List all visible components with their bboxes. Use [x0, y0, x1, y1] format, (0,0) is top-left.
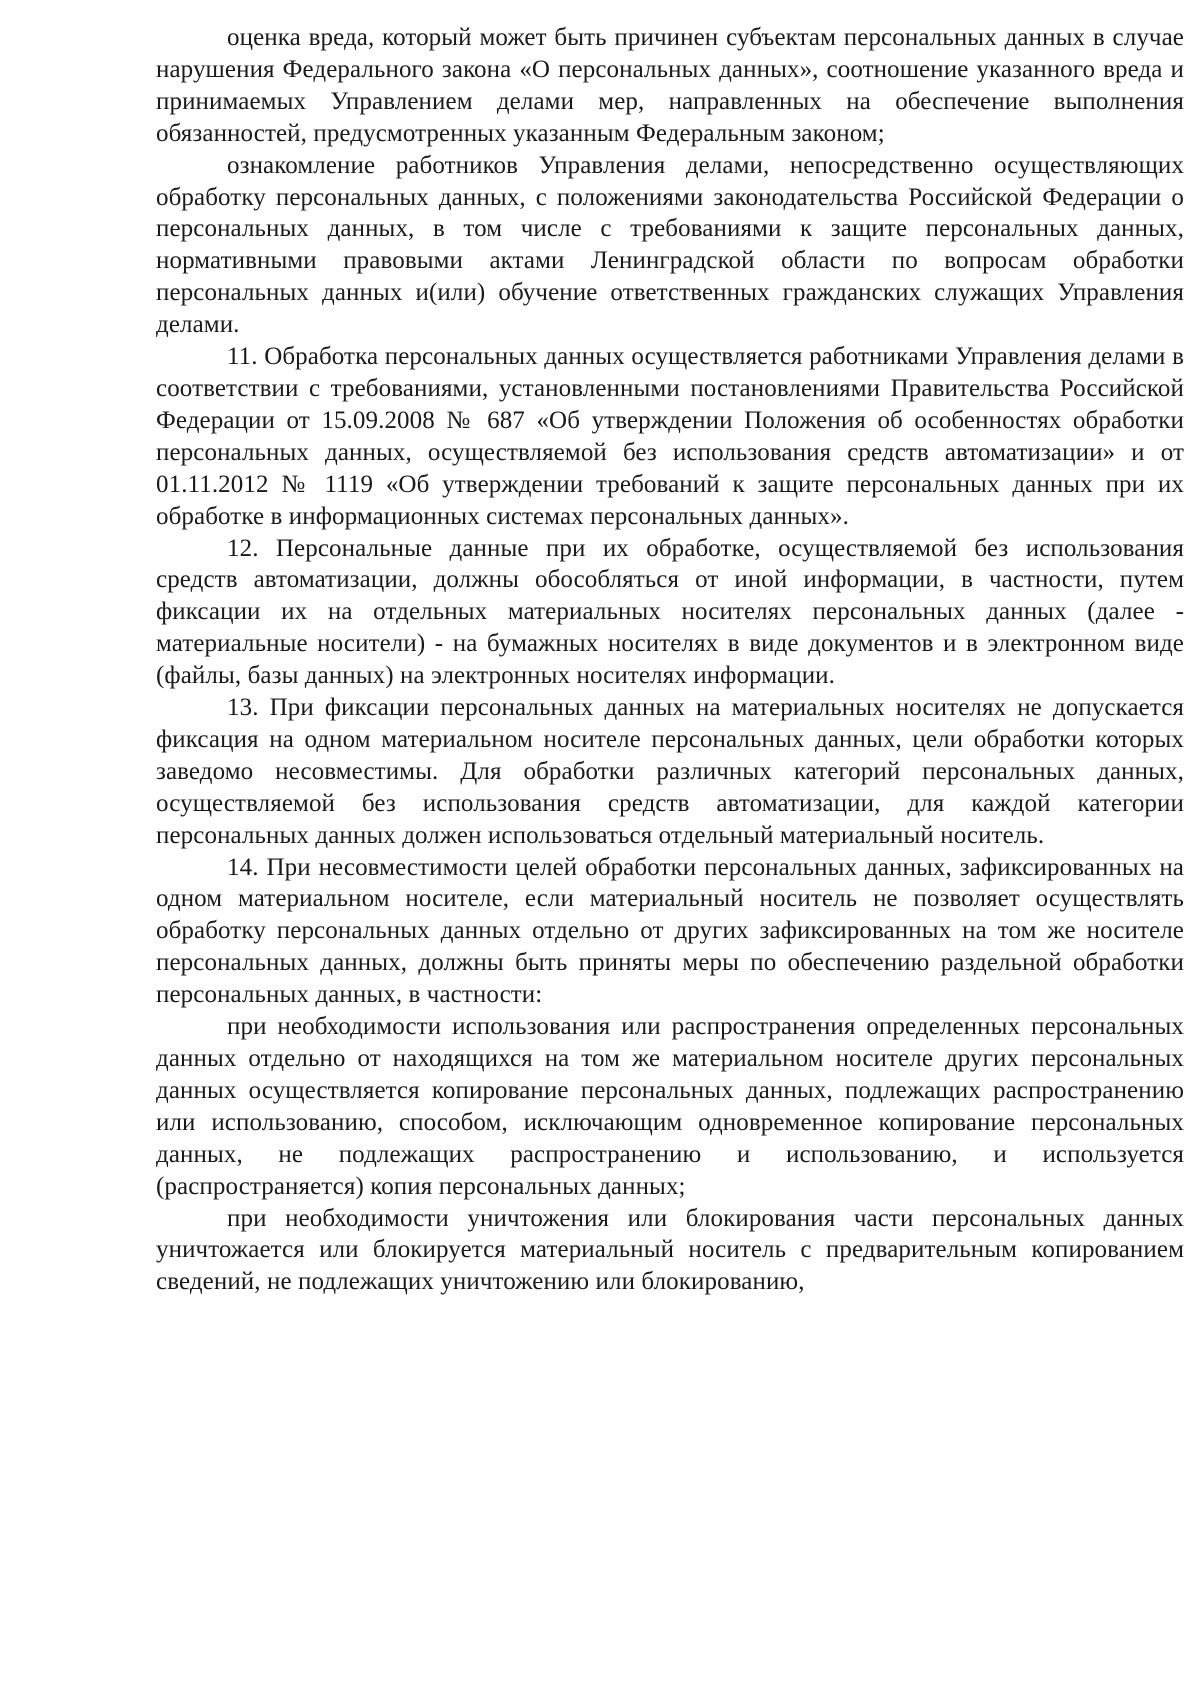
paragraph-harm-assessment: оценка вреда, который может быть причинен субъектам персональных данных в случае нарушения Федерального закона «О персональных данных», соотношение указанного вреда и принимаемых Управлением делами мер, направленных на обеспечение выполнения обязанностей, предусмотренных указанным Федеральным законом; [156, 24, 1184, 147]
document-body [156, 22, 1184, 1298]
paragraph-item-13: 13. При фиксации персональных данных на материальных носителях не допускается фиксация на одном материальном носителе персональных данных, цели обработки которых заведомо несовместимы. Для обработки различных категорий персональных данных, осуществляемой без использования средств автоматизации, для каждой категории персональных данных должен использоваться отдельный материальный носитель. [156, 694, 1184, 849]
paragraph-item-12: 12. Персональные данные при их обработке, осуществляемой без использования средств автоматизации, должны обособляться от иной информации, в частности, путем фиксации их на отдельных материальных носителях персональных данных (далее - материальные носители) - на бумажных носителях в виде документов и в электронном виде (файлы, базы данных) на электронных носителях информации. [156, 534, 1184, 690]
paragraph-item-11: 11. Обработка персональных данных осуществляется работниками Управления делами в соответствии с требованиями, установленными постановлениями Правительства Российской Федерации от 15.09.2008 № 687 «Об утверждении Положения об особенностях обработки персональных данных, осуществляемой без использования средств автоматизации» и от 01.11.2012 № 1119 «Об утверждении требований к защите персональных данных при их обработке в информационных системах персональных данных». [156, 343, 1184, 530]
paragraph-staff-familiarization: ознакомление работников Управления делами, непосредственно осуществляющих обработку персональных данных, с положениями законодательства Российской Федерации о персональных данных, в том числе с требованиями к защите персональных данных, нормативными правовыми актами Ленинградской области по вопросам обработки персональных данных и(или) обучение ответственных гражданских служащих Управления делами. [156, 151, 1184, 339]
paragraph-copying-measure: при необходимости использования или распространения определенных персональных данных отдельно от находящихся на том же материальном носителе других персональных данных осуществляется копирование персональных данных, подлежащих распространению или использованию, способом, исключающим одновременное копирование персональных данных, не подлежащих распространению и использованию, и используется (распространяется) копия персональных данных; [156, 1013, 1184, 1200]
paragraph-item-14: 14. При несовместимости целей обработки персональных данных, зафиксированных на одном материальном носителе, если материальный носитель не позволяет осуществлять обработку персональных данных отдельно от других зафиксированных на том же носителе персональных данных, должны быть приняты меры по обеспечению раздельной обработки персональных данных, в частности: [156, 853, 1184, 1009]
paragraph-destruction-measure: при необходимости уничтожения или блокирования части персональных данных уничтожается или блокируется материальный носитель с предварительным копированием сведений, не подлежащих уничтожению или блокированию, [156, 1204, 1184, 1296]
